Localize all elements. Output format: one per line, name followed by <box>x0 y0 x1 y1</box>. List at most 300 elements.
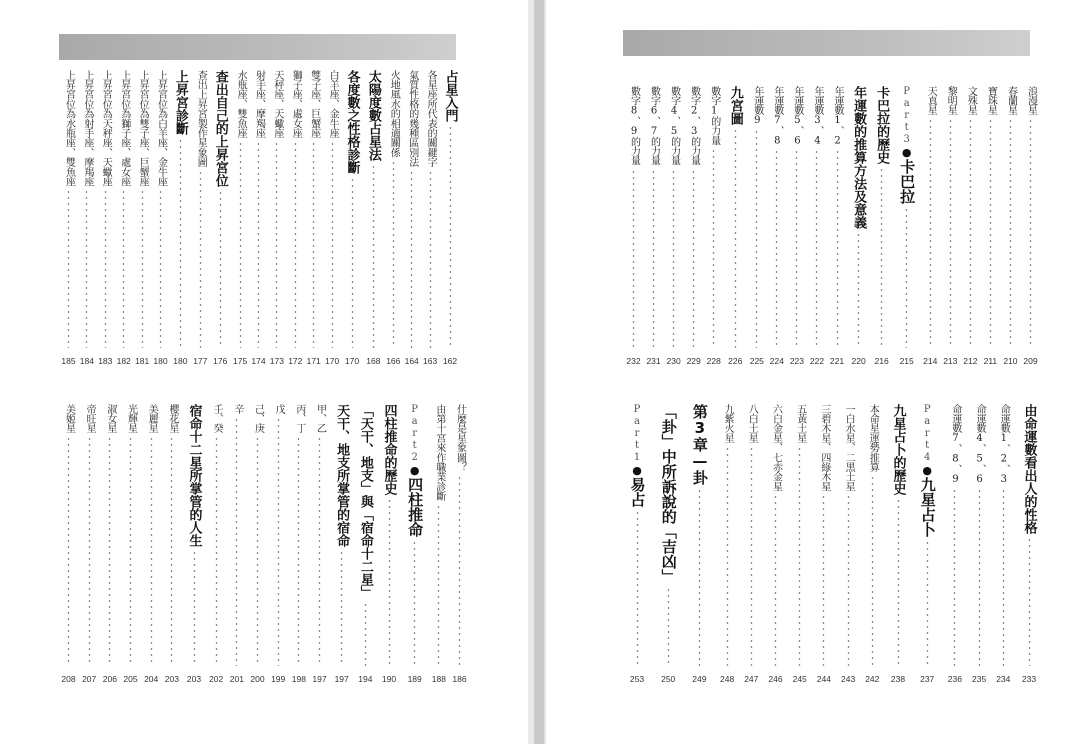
toc-entry-body <box>134 70 151 352</box>
toc-entry-body <box>840 404 857 670</box>
toc-page-number: 197 <box>312 674 327 684</box>
toc-page-number: 166 <box>386 356 401 366</box>
toc-page-number: 168 <box>366 356 381 366</box>
toc-entry[interactable] <box>270 404 287 684</box>
leader-dots <box>652 169 655 348</box>
leader-dots <box>129 436 132 666</box>
toc-entry-body <box>768 86 785 352</box>
toc-entry-title: 美麗星 <box>146 404 158 434</box>
toc-entry-body <box>942 86 959 352</box>
toc-entry-title: 天秤座、天蠍座 <box>271 70 283 138</box>
toc-page-number: 249 <box>692 674 707 684</box>
toc-entry-title: 上昇宮位為水瓶座、雙魚座 <box>63 70 75 187</box>
leader-dots <box>636 510 639 666</box>
toc-entry-title: 各星座所代表的關鍵字 <box>425 70 437 168</box>
toc-page-number: 253 <box>629 674 645 684</box>
toc-page-number: 215 <box>899 356 914 366</box>
toc-entry[interactable] <box>719 404 736 684</box>
toc-page-number: 243 <box>841 674 856 684</box>
leader-dots <box>297 436 300 666</box>
toc-entry-body <box>184 404 204 670</box>
toc-entry-title: 水瓶座、雙魚座 <box>235 70 247 138</box>
leader-dots <box>632 169 635 348</box>
toc-entry[interactable] <box>971 404 988 684</box>
leader-dots <box>312 141 315 348</box>
toc-entry-title: 命運數7、8、9 <box>949 404 961 485</box>
toc-entry-body <box>808 86 825 352</box>
leader-dots <box>1002 488 1005 666</box>
toc-entry-body <box>249 404 266 670</box>
toc-entry[interactable] <box>379 404 399 684</box>
leader-dots <box>141 189 144 348</box>
toc-entry[interactable] <box>422 70 439 366</box>
part-label: Part2 <box>409 404 421 464</box>
toc-entry[interactable] <box>1019 404 1039 684</box>
toc-page-number: 244 <box>816 674 831 684</box>
part-label: Part1 <box>631 404 643 464</box>
toc-page-number: 185 <box>61 356 76 366</box>
toc-entry-title: 射手座、摩羯座 <box>253 70 265 138</box>
toc-entry[interactable] <box>60 404 77 684</box>
leader-dots <box>193 550 196 666</box>
toc-entry-body <box>625 86 642 352</box>
leader-dots <box>159 189 162 348</box>
toc-entry-title: 文殊星 <box>965 86 977 116</box>
toc-entry-body <box>268 70 285 352</box>
toc-entry[interactable] <box>625 86 642 366</box>
toc-entry-title: 九星占卜 <box>918 477 937 537</box>
toc-entry-title: 年運數1、2 <box>832 86 844 147</box>
spine <box>534 0 544 744</box>
toc-page-number: 194 <box>358 674 373 684</box>
leader-dots <box>67 436 70 666</box>
toc-entry[interactable] <box>995 404 1012 684</box>
toc-entry-title: 浪漫星 <box>1025 86 1037 116</box>
toc-entry[interactable] <box>184 404 204 684</box>
toc-page-number: 212 <box>963 356 978 366</box>
toc-page-number: 230 <box>666 356 681 366</box>
leader-dots <box>880 167 883 348</box>
toc-page-number: 182 <box>116 356 131 366</box>
toc-entry[interactable] <box>888 404 908 684</box>
bullet-icon: ● <box>922 464 932 477</box>
toc-entry-body <box>192 70 209 352</box>
toc-entry-title: 年運數9 <box>751 86 763 126</box>
toc-page-number: 226 <box>728 356 743 366</box>
toc-entry[interactable] <box>192 70 209 366</box>
toc-entry[interactable] <box>305 70 322 366</box>
toc-entry[interactable] <box>685 86 702 366</box>
toc-entry-title: 櫻花星 <box>166 404 178 434</box>
toc-entry-body <box>250 70 267 352</box>
toc-entry[interactable] <box>1022 86 1039 366</box>
toc-entry-body <box>451 404 468 670</box>
leader-dots <box>235 417 238 666</box>
toc-entry[interactable] <box>942 86 959 366</box>
toc-page-number: 175 <box>233 356 248 366</box>
toc-entry-title: 六白金星、七赤金星 <box>770 404 782 492</box>
leader-dots <box>449 125 452 348</box>
toc-page-number: 238 <box>890 674 906 684</box>
toc-entry[interactable] <box>849 86 869 366</box>
leader-dots <box>351 177 354 348</box>
toc-entry-body <box>355 404 375 670</box>
toc-page-number: 162 <box>442 356 458 366</box>
toc-entry-title: 查出自己的上昇宮位 <box>212 70 228 187</box>
toc-entry[interactable] <box>625 404 649 684</box>
toc-entry-body <box>440 70 460 352</box>
leader-dots <box>1029 118 1032 348</box>
toc-entry[interactable] <box>725 86 745 366</box>
toc-entry-title: 占星入門 <box>442 70 458 122</box>
toc-entry[interactable] <box>440 70 460 366</box>
toc-entry-body <box>163 404 180 670</box>
toc-entry-title: 天干、地支所掌管的宿命 <box>334 404 350 547</box>
toc-entry-body <box>915 404 939 670</box>
toc-page-number: 180 <box>173 356 188 366</box>
toc-entry-body <box>97 70 114 352</box>
toc-entry-title: 「卦」中所訴說的「吉凶」 <box>659 404 678 584</box>
toc-entry-body <box>788 86 805 352</box>
toc-entry-title: 數字4、5的力量 <box>668 86 680 166</box>
toc-entry-body <box>665 86 682 352</box>
toc-entry-body <box>1022 86 1039 352</box>
toc-entry-body <box>287 70 304 352</box>
toc-entry-title: 八白土星 <box>746 404 758 443</box>
toc-entry-body <box>290 404 307 670</box>
toc-entry-body <box>324 70 341 352</box>
toc-entry-body <box>767 404 784 670</box>
toc-page-number: 205 <box>123 674 138 684</box>
toc-entry-body <box>311 404 328 670</box>
bullet-icon: ● <box>632 464 642 477</box>
toc-entry[interactable] <box>791 404 808 684</box>
toc-entry[interactable] <box>645 86 662 366</box>
toc-entry[interactable] <box>982 86 999 366</box>
toc-page-number: 188 <box>431 674 446 684</box>
leader-dots <box>437 504 440 666</box>
toc-entry[interactable] <box>895 86 919 366</box>
toc-section-right-bottom <box>625 404 1039 684</box>
toc-entry[interactable] <box>656 404 680 684</box>
toc-entry-title: 四柱推命 <box>406 477 425 537</box>
toc-entry-body <box>305 70 322 352</box>
toc-entry-title: 壬、癸 <box>211 404 223 434</box>
toc-entry-title: 甲、乙 <box>314 404 326 434</box>
leader-dots <box>734 128 737 348</box>
toc-entry[interactable] <box>152 70 169 366</box>
toc-entry-body <box>170 70 190 352</box>
toc-entry-title: 春蘭星 <box>1005 86 1017 116</box>
toc-entry-body <box>971 404 988 670</box>
toc-section-right-top <box>625 86 1039 366</box>
toc-page-number: 208 <box>61 674 76 684</box>
toc-entry[interactable] <box>78 70 95 366</box>
toc-page-number: 250 <box>661 674 676 684</box>
leader-dots <box>275 141 278 348</box>
toc-entry-body <box>403 70 420 352</box>
toc-entry[interactable] <box>324 70 341 366</box>
leader-dots <box>410 170 413 348</box>
toc-entry-title: 白羊座、金牛座 <box>327 70 339 138</box>
toc-entry[interactable] <box>808 86 825 366</box>
leader-dots <box>847 494 850 666</box>
toc-section-left-top <box>60 70 460 366</box>
toc-entry[interactable] <box>228 404 245 684</box>
toc-page-number: 222 <box>809 356 825 366</box>
toc-page-number: 181 <box>135 356 150 366</box>
toc-page-number: 206 <box>102 674 117 684</box>
toc-entry-title: 火地風水的相適關係 <box>388 70 400 158</box>
toc-entry[interactable] <box>122 404 139 684</box>
toc-page-number: 209 <box>1023 356 1038 366</box>
leader-dots <box>871 475 874 666</box>
toc-page-number: 203 <box>186 674 202 684</box>
toc-page-number: 177 <box>193 356 208 366</box>
toc-entry-title: 上昇宮診斷 <box>172 70 188 135</box>
toc-entry-body <box>687 404 711 670</box>
toc-entry[interactable] <box>250 70 267 366</box>
leader-dots <box>815 149 818 348</box>
leader-dots <box>667 587 670 666</box>
toc-entry[interactable] <box>311 404 328 684</box>
leader-dots <box>388 498 391 666</box>
toc-page-number: 245 <box>792 674 807 684</box>
toc-entry-title: 雙子座、巨蟹座 <box>308 70 320 138</box>
toc-entry[interactable] <box>268 70 285 366</box>
toc-page-number: 199 <box>271 674 286 684</box>
toc-entry-body <box>232 70 249 352</box>
toc-page-number: 201 <box>229 674 244 684</box>
toc-entry[interactable] <box>430 404 447 684</box>
toc-entry[interactable] <box>767 404 784 684</box>
toc-entry-body <box>228 404 245 670</box>
toc-page-number: 237 <box>920 674 935 684</box>
leader-dots <box>929 118 932 348</box>
toc-entry-body <box>645 86 662 352</box>
header-bar <box>623 30 1030 56</box>
toc-entry[interactable] <box>403 70 420 366</box>
toc-entry-title: 年運數3、4 <box>811 86 823 147</box>
toc-entry-body <box>115 70 132 352</box>
toc-entry[interactable] <box>915 404 939 684</box>
toc-entry-body <box>403 404 427 670</box>
toc-page-number: 220 <box>851 356 866 366</box>
toc-entry[interactable] <box>81 404 98 684</box>
toc-entry[interactable] <box>788 86 805 366</box>
toc-entry[interactable] <box>208 404 225 684</box>
toc-page-number: 174 <box>251 356 266 366</box>
toc-entry-body <box>385 70 402 352</box>
toc-entry-body <box>270 404 287 670</box>
toc-entry[interactable] <box>232 70 249 366</box>
toc-entry-body <box>705 86 722 352</box>
toc-page-number: 197 <box>334 674 349 684</box>
leader-dots <box>340 550 343 666</box>
toc-page-number: 203 <box>164 674 179 684</box>
toc-entry[interactable] <box>829 86 846 366</box>
toc-entry-title: 辛 <box>231 404 243 414</box>
toc-entry-body <box>815 404 832 670</box>
toc-entry[interactable] <box>290 404 307 684</box>
toc-entry-body <box>430 404 447 670</box>
toc-page-number: 171 <box>306 356 321 366</box>
toc-entry-body <box>864 404 881 670</box>
toc-entry[interactable] <box>962 86 979 366</box>
leader-dots <box>1028 537 1031 666</box>
toc-entry-title: 九紫火星 <box>722 404 734 443</box>
toc-entry-body <box>143 404 160 670</box>
toc-page-number: 170 <box>325 356 340 366</box>
toc-entry-title: 三碧木星、四綠木星 <box>818 404 830 492</box>
leader-dots <box>458 475 461 666</box>
header-bar <box>59 34 456 60</box>
toc-entry-body <box>791 404 808 670</box>
toc-entry[interactable] <box>134 70 151 366</box>
toc-entry-title: 氣質性格的幾種區別法 <box>406 70 418 168</box>
toc-entry-body <box>363 70 383 352</box>
toc-entry-body <box>743 404 760 670</box>
toc-entry[interactable] <box>743 404 760 684</box>
leader-dots <box>978 488 981 666</box>
leader-dots <box>179 138 182 348</box>
leader-dots <box>277 417 280 666</box>
leader-dots <box>836 149 839 348</box>
toc-entry-title: 卡巴拉 <box>898 159 917 204</box>
toc-entry-title: 上昇宮位為白羊座、金牛座 <box>155 70 167 187</box>
toc-entry[interactable] <box>768 86 785 366</box>
toc-page-number: 172 <box>288 356 303 366</box>
toc-entry-title: 宿命十二星所掌管的人生 <box>186 404 202 547</box>
leader-dots <box>150 436 153 666</box>
leader-dots <box>857 232 860 348</box>
toc-entry[interactable] <box>363 70 383 366</box>
toc-entry-body <box>101 404 118 670</box>
toc-page-number: 204 <box>144 674 159 684</box>
toc-entry[interactable] <box>342 70 362 366</box>
leader-dots <box>67 189 70 348</box>
toc-entry[interactable] <box>210 70 230 366</box>
toc-page-number: 235 <box>972 674 987 684</box>
toc-entry[interactable] <box>170 70 190 366</box>
toc-entry[interactable] <box>143 404 160 684</box>
toc-entry[interactable] <box>97 70 114 366</box>
toc-entry[interactable] <box>163 404 180 684</box>
toc-entry-title: 數字8、9的力量 <box>628 86 640 166</box>
toc-entry-body <box>78 70 95 352</box>
leader-dots <box>775 149 778 348</box>
toc-page-number: 246 <box>768 674 783 684</box>
toc-entry[interactable] <box>687 404 711 684</box>
toc-entry-title: 戊 <box>273 404 285 414</box>
toc-entry[interactable] <box>249 404 266 684</box>
toc-page-number: 200 <box>250 674 265 684</box>
toc-entry-title: 數字1的力量 <box>708 86 720 146</box>
toc-entry-body <box>81 404 98 670</box>
leader-dots <box>1009 118 1012 348</box>
toc-entry-body <box>922 86 939 352</box>
toc-entry[interactable] <box>115 70 132 366</box>
toc-entry-body <box>332 404 352 670</box>
leader-dots <box>750 446 753 666</box>
toc-entry-title: 獅子座、處女座 <box>290 70 302 138</box>
toc-entry[interactable] <box>101 404 118 684</box>
toc-entry[interactable] <box>451 404 468 684</box>
leader-dots <box>215 436 218 666</box>
toc-entry-title: 第3章—卦 <box>690 404 709 485</box>
toc-entry[interactable] <box>748 86 765 366</box>
toc-entry-title: 一白水星、二黑土星 <box>843 404 855 492</box>
toc-entry[interactable] <box>946 404 963 684</box>
toc-page-number: 176 <box>213 356 228 366</box>
toc-page-number: 228 <box>706 356 721 366</box>
toc-entry-body <box>872 86 892 352</box>
leader-dots <box>318 436 321 666</box>
toc-entry[interactable] <box>815 404 832 684</box>
toc-entry-title: 黎明星 <box>945 86 957 116</box>
toc-entry-title: 數字6、7的力量 <box>648 86 660 166</box>
toc-entry[interactable] <box>355 404 375 684</box>
leader-dots <box>698 488 701 666</box>
toc-entry-body <box>982 86 999 352</box>
bullet-icon: ● <box>901 146 912 159</box>
toc-entry[interactable] <box>665 86 682 366</box>
toc-entry[interactable] <box>1002 86 1019 366</box>
leader-dots <box>953 488 956 666</box>
toc-page-number: 207 <box>82 674 97 684</box>
leader-dots <box>726 446 729 666</box>
toc-entry-body <box>895 86 919 352</box>
toc-page-number: 236 <box>947 674 962 684</box>
toc-page-number: 231 <box>646 356 661 366</box>
right-page <box>546 0 1075 744</box>
toc-entry[interactable] <box>872 86 892 366</box>
toc-entry-body <box>152 70 169 352</box>
toc-entry-title: 丙、丁 <box>293 404 305 434</box>
toc-entry[interactable] <box>840 404 857 684</box>
toc-entry-body <box>210 70 230 352</box>
toc-entry[interactable] <box>403 404 427 684</box>
leader-dots <box>755 129 758 348</box>
leader-dots <box>294 141 297 348</box>
toc-entry[interactable] <box>385 70 402 366</box>
leader-dots <box>108 436 111 666</box>
toc-entry-title: 美姬星 <box>63 404 75 434</box>
toc-page-number: 173 <box>269 356 284 366</box>
toc-page-number: 190 <box>381 674 397 684</box>
toc-entry-title: 四柱推命的歷史 <box>381 404 397 495</box>
leader-dots <box>364 602 367 666</box>
toc-entry-title: 九宮圖 <box>727 86 743 125</box>
toc-entry-title: 九星占卜的歷史 <box>890 404 906 495</box>
toc-entry[interactable] <box>705 86 722 366</box>
toc-page-number: 202 <box>209 674 224 684</box>
toc-entry-title: 什麼是星象圖？ <box>454 404 466 472</box>
leader-dots <box>692 169 695 348</box>
toc-entry[interactable] <box>332 404 352 684</box>
leader-dots <box>989 118 992 348</box>
toc-entry[interactable] <box>922 86 939 366</box>
leader-dots <box>256 436 259 666</box>
leader-dots <box>798 446 801 666</box>
toc-page-number: 198 <box>291 674 306 684</box>
toc-entry[interactable] <box>60 70 77 366</box>
toc-page-number: 213 <box>943 356 958 366</box>
toc-page-number: 232 <box>626 356 641 366</box>
toc-entry[interactable] <box>864 404 881 684</box>
toc-entry[interactable] <box>287 70 304 366</box>
toc-entry-body <box>685 86 702 352</box>
